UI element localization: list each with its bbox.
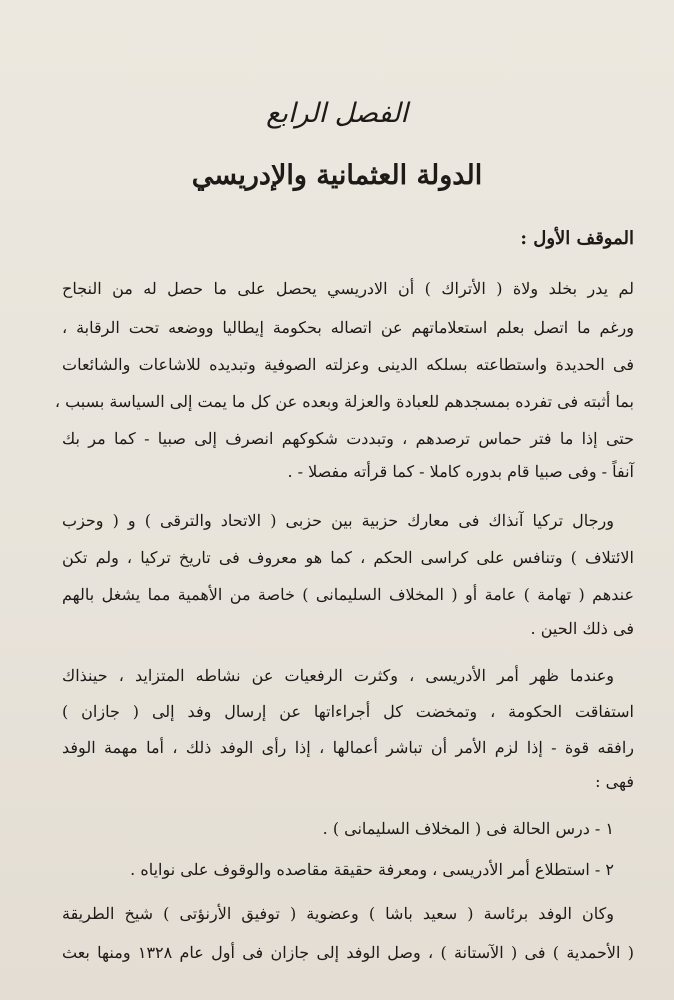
list-item: ٢ - استطلاع أمر الأدريسى ، ومعرفة حقيقة مقاصده والوقوف على نواياه . [130,860,614,879]
list-item: ١ - درس الحالة فى ( المخلاف السليمانى ) . [322,819,614,838]
text-line: استفاقت الحكومة ، وتمخضت كل أجراءاتها عن إرسال وفد إلى ( جازان ) [62,702,634,721]
text-line: وعندما ظهر أمر الأدريسى ، وكثرت الرفعيات عن نشاطه المتزايد ، حينذاك [62,666,614,685]
text-line: الائتلاف ) وتنافس على كراسى الحكم ، كما هو معروف فى تاريخ تركيا ، ولم تكن [62,548,634,567]
text-line: آنفاً - وفى صبيا قام بدوره كاملا - كما قرأته مفصلا - . [287,462,634,481]
text-line: وكان الوفد برئاسة ( سعيد باشا ) وعضوية ( توفيق الأرنؤتى ) شيخ الطريقة [62,904,614,923]
text-line: بما أثبته فى تفرده بمسجدهم للعبادة والعزلة وبعده عن كل ما يمت إلى السياسة بسبب ، [54,392,634,411]
chapter-title: الدولة العثمانية والإدريسي [191,160,483,191]
text-line: عندهم ( تهامة ) عامة أو ( المخلاف السليمانى ) خاصة من الأهمية مما يشغل بالهم [62,585,634,604]
text-line: ( الأحمدية ) فى ( الآستانة ) ، وصل الوفد إلى جازان فى أول عام ١٣٢٨ ومنها بعث [62,943,634,962]
text-line: ورجال تركيا آنذاك فى معارك حزبية بين حزبى ( الاتحاد والترقى ) و ( وحزب [62,511,614,530]
text-line: رافقه قوة - إذا لزم الأمر أن تباشر أعمالها ، إذا رأى الوفد ذلك ، أما مهمة الوفد [62,738,635,757]
text-line: حتى إذا ما فتر حماس ترصدهم ، وتبددت شكوكهم انصرف إلى صبيا - كما مر بك [62,429,634,448]
text-line: لم يدر بخلد ولاة ( الأتراك ) أن الادريسي يحصل على ما حصل له من النجاح [62,279,634,298]
text-line: ورغم ما اتصل بعلم استعلاماتهم عن اتصاله بحكومة إيطاليا ووضعه تحت الرقابة ، [62,318,634,337]
text-line: فهى : [595,772,634,791]
text-line: فى ذلك الحين . [530,619,634,638]
chapter-heading: الفصل الرابع [266,98,408,129]
text-line: فى الحديدة واستطاعته بسلكه الدينى وعزلته الصوفية وتبديده للاشاعات والشائعات [62,355,634,374]
section-heading: الموقف الأول : [520,228,634,249]
